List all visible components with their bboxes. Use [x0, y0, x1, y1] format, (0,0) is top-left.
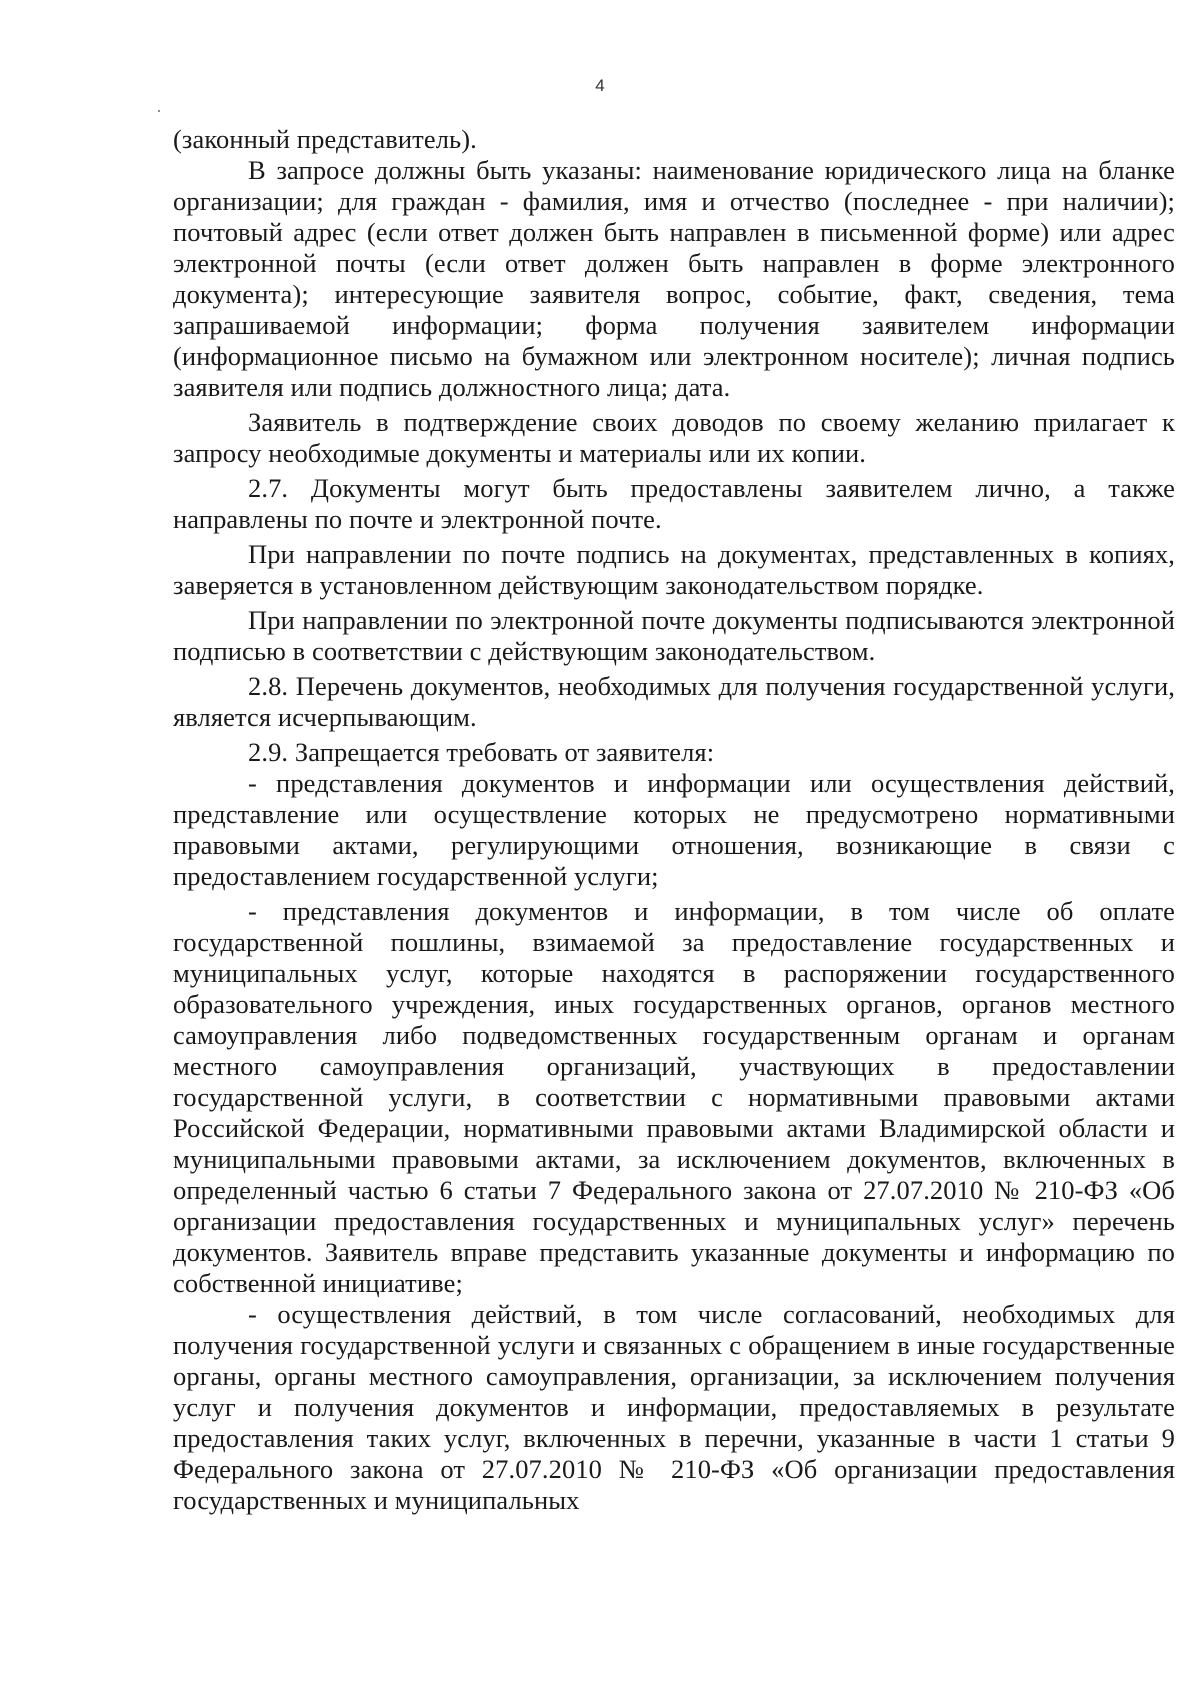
paragraph-2-8: 2.8. Перечень документов, необходимых для получения государственной услуги, является исчерпывающим.: [173, 671, 1175, 732]
scan-speck: [158, 110, 160, 112]
document-body: [173, 124, 1175, 1516]
list-item-prohibition-2: - представления документов и информации, в том числе об оплате государственной пошлины, взимаемой за предоставление государственных и муниципальных услуг, которые находятся в распоряжении государственного образовательного учреждения, иных государственных органов, органов местного самоуправления либо подведомственных государственным органам и органам местного самоуправления организаций, участвующих в предоставлении государственной услуги, в соответствии с нормативными правовыми актами Российской Федерации, нормативными правовыми актами Владимирской области и муниципальными правовыми актами, за исключением документов, включенных в определенный частью 6 статьи 7 Федерального закона от 27.07.2010 № 210-ФЗ «Об организации предоставления государственных и муниципальных услуг» перечень документов. Заявитель вправе представить указанные документы и информацию по собственной инициативе;: [173, 896, 1175, 1298]
paragraph-2-9: 2.9. Запрещается требовать от заявителя:: [248, 737, 715, 767]
list-item-prohibition-3: - осуществления действий, в том числе согласований, необходимых для получения государственной услуги и связанных с обращением в иные государственные органы, органы местного самоуправления, организации, за исключением получения услуг и получения документов и информации, предоставляемых в результате предоставления таких услуг, включенных в перечни, указанные в части 1 статьи 9 Федерального закона от 27.07.2010 № 210-ФЗ «Об организации предоставления государственных и муниципальных: [173, 1299, 1175, 1515]
paragraph-request-contents: В запросе должны быть указаны: наименование юридического лица на бланке организации; для граждан - фамилия, имя и отчество (последнее - при наличии); почтовый адрес (если ответ должен быть направлен в письменной форме) или адрес электронной почты (если ответ должен быть направлен в форме электронного документа); интересующие заявителя вопрос, событие, факт, сведения, тема запрашиваемой информации; форма получения заявителем информации (информационное письмо на бумажном или электронном носителе); личная подпись заявителя или подпись должностного лица; дата.: [173, 155, 1175, 402]
paragraph-postal-submission: При направлении по почте подпись на документах, представленных в копиях, заверяется в установленном действующим законодательством порядке.: [173, 539, 1175, 600]
paragraph-2-7: 2.7. Документы могут быть предоставлены заявителем лично, а также направлены по почте и электронной почте.: [173, 473, 1175, 534]
page-number: 4: [595, 76, 605, 95]
list-item-prohibition-1: - представления документов и информации или осуществления действий, представление или осуществление которых не предусмотрено нормативными правовыми актами, регулирующими отношения, возникающие в связи с предоставлением государственной услуги;: [173, 768, 1175, 891]
paragraph-continuation: (законный представитель).: [173, 124, 477, 154]
paragraph-email-submission: При направлении по электронной почте документы подписываются электронной подписью в соответствии с действующим законодательством.: [173, 605, 1175, 666]
paragraph-supporting-documents: Заявитель в подтверждение своих доводов по своему желанию прилагает к запросу необходимые документы и материалы или их копии.: [173, 407, 1175, 468]
